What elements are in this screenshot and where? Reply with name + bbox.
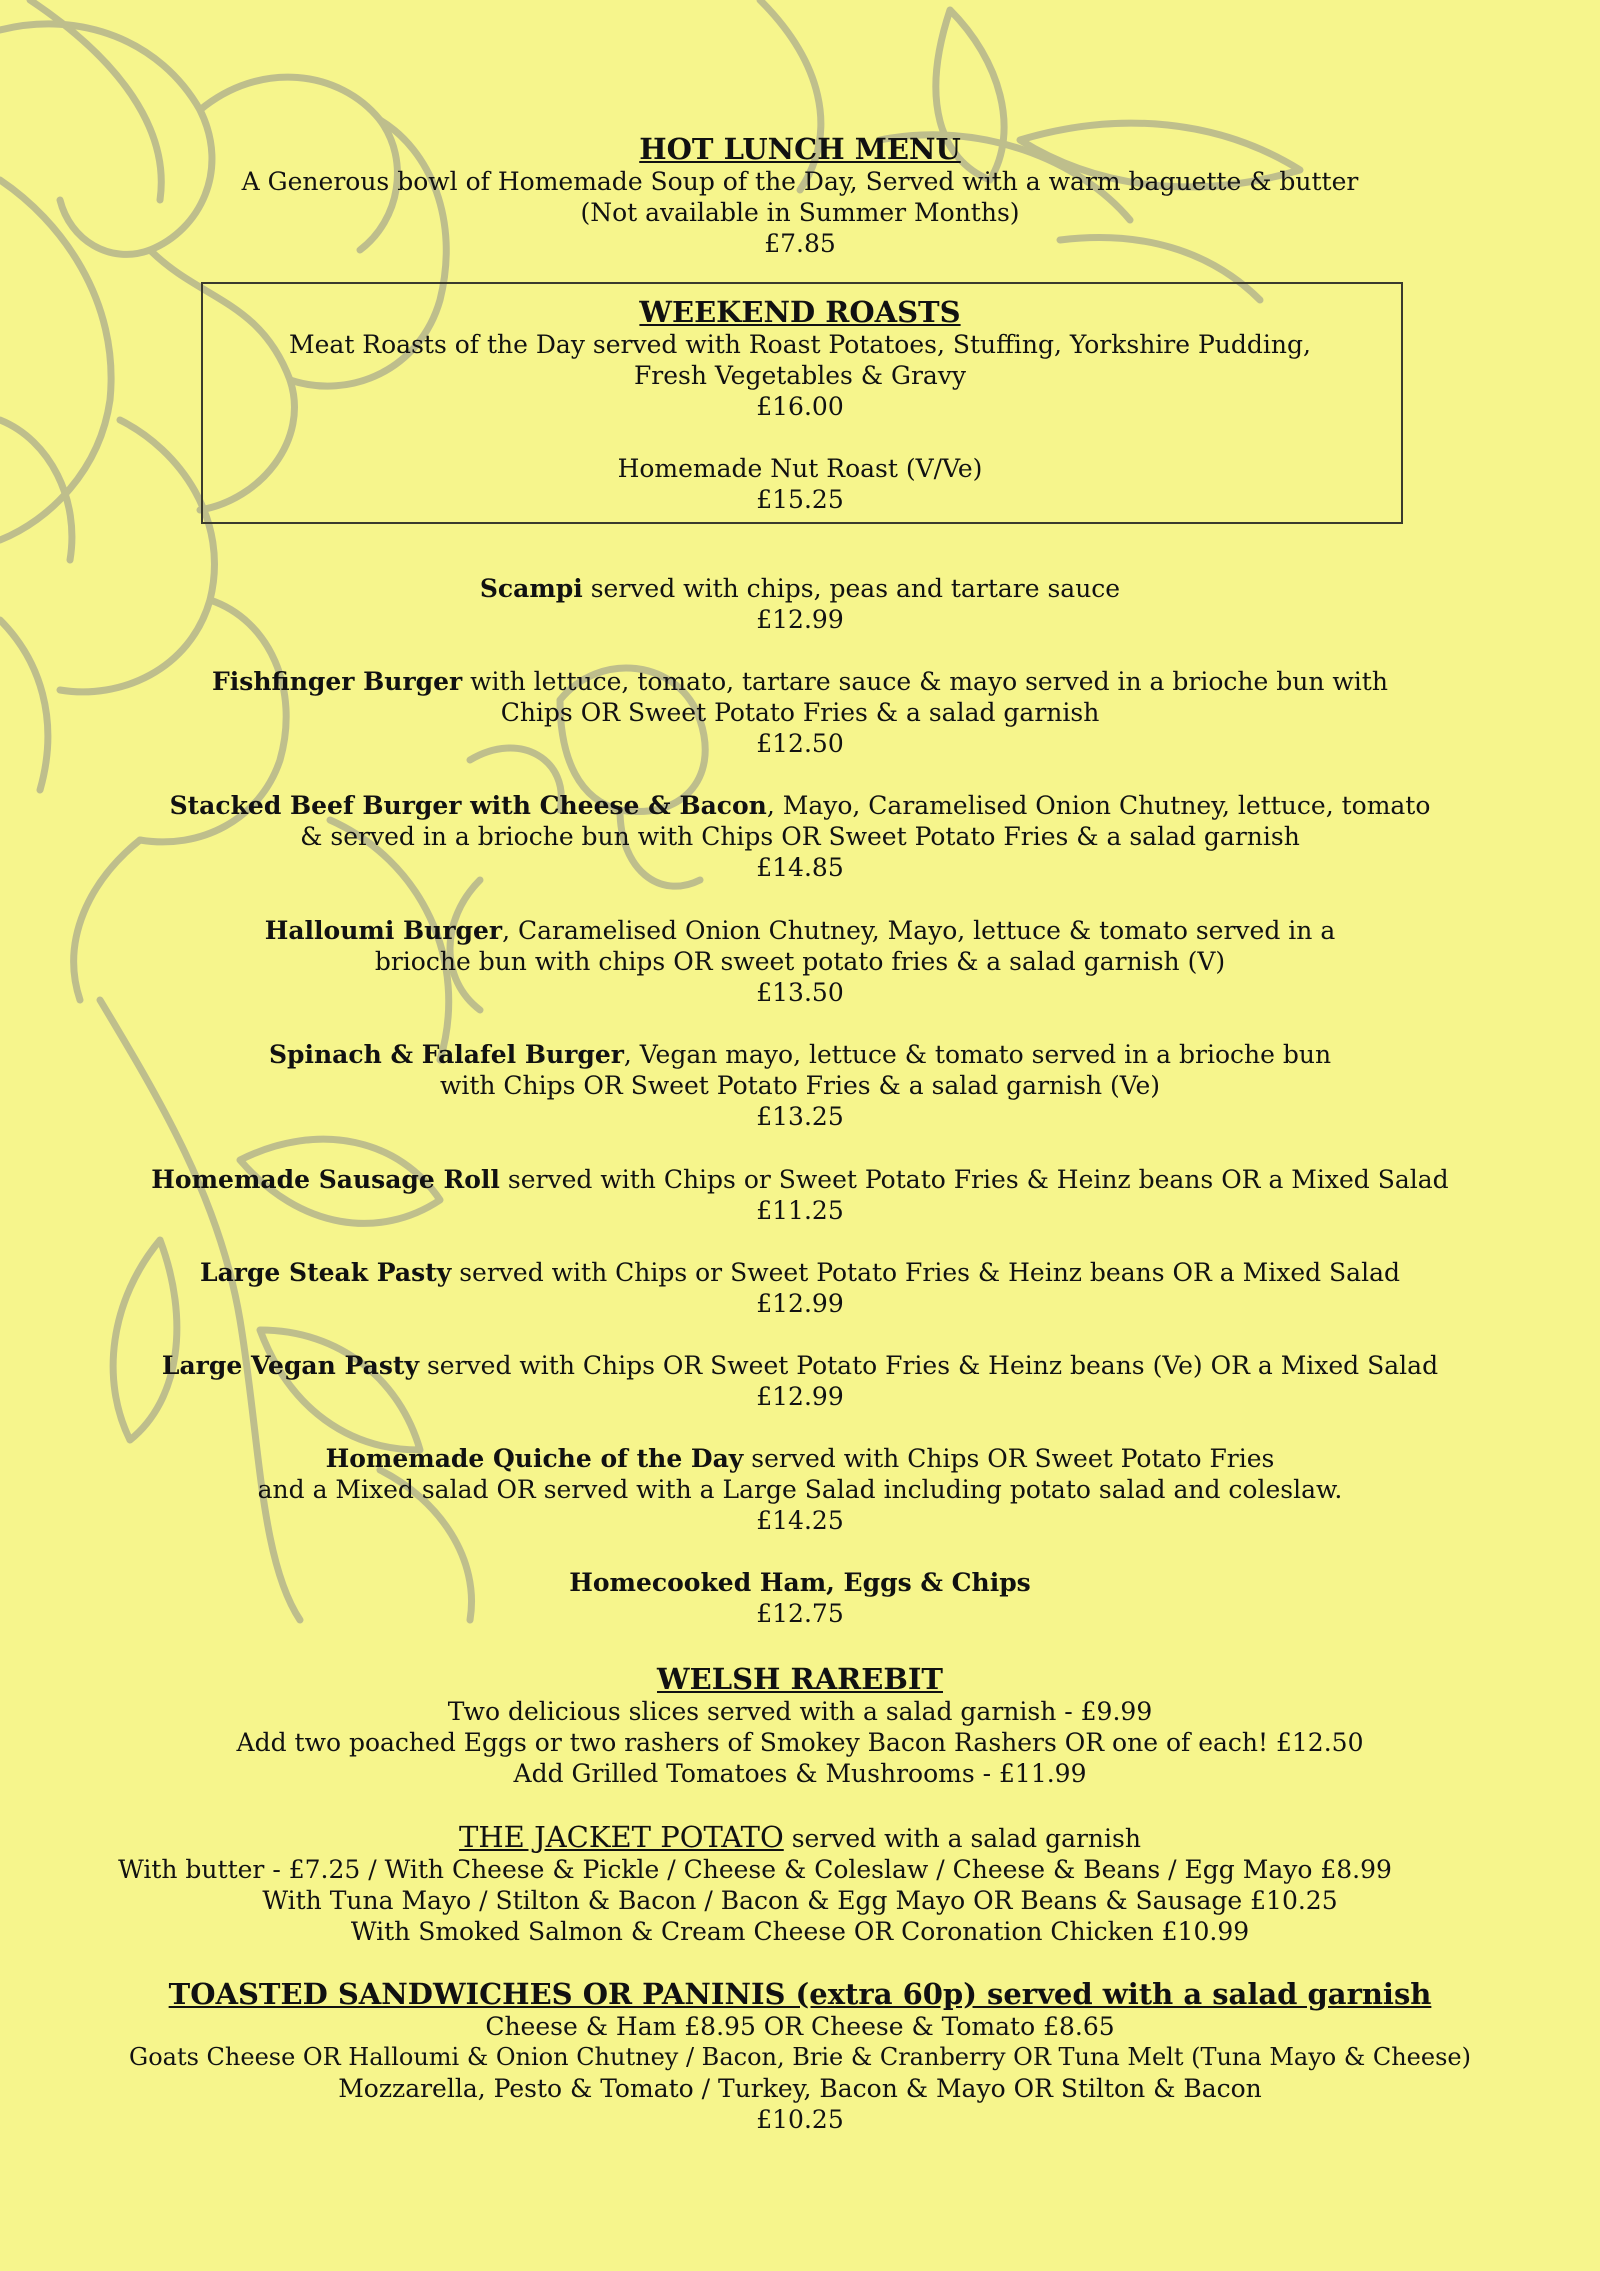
item-description-line2: Chips OR Sweet Potato Fries & a salad garnish [500,698,1100,727]
item-name: Fishfinger Burger [212,667,463,696]
item-price: £14.25 [756,1506,844,1535]
menu-item [0,1164,1600,1226]
welsh-rarebit-section [0,1663,1600,1789]
jacket-potato-section [0,1822,1600,1947]
item-name: Spinach & Falafel Burger [268,1040,624,1069]
item-description: , Vegan mayo, lettuce & tomato served in a brioche bun [623,1040,1332,1069]
item-name: Large Steak Pasty [200,1258,452,1287]
soup-availability: (Not available in Summer Months) [580,198,1020,227]
soup-price: £7.85 [764,229,836,258]
toasted-line1: Cheese & Ham £8.95 OR Cheese & Tomato £8.65 [485,2012,1115,2041]
item-price: £13.25 [756,1102,844,1131]
item-description: served with Chips OR Sweet Potato Fries & Heinz beans (Ve) OR a Mixed Salad [419,1351,1439,1380]
nut-roast-name: Homemade Nut Roast (V/Ve) [617,454,983,483]
item-name: Halloumi Burger [264,916,503,945]
rarebit-line2: Add two poached Eggs or two rashers of Smokey Bacon Rashers OR one of each! £12.50 [236,1728,1364,1757]
item-description-line2: with Chips OR Sweet Potato Fries & a salad garnish (Ve) [439,1071,1161,1100]
menu-item [0,1567,1600,1629]
item-name: Scampi [479,574,583,603]
toasted-section [0,1978,1600,2135]
menu-item [0,666,1600,759]
item-description-line2: & served in a brioche bun with Chips OR Sweet Potato Fries & a salad garnish [300,822,1300,851]
soup-description: A Generous bowl of Homemade Soup of the Day, Served with a warm baguette & butter [241,167,1359,196]
roast-description-line2: Fresh Vegetables & Gravy [633,361,967,390]
toasted-line3: Mozzarella, Pesto & Tomato / Turkey, Bacon & Mayo OR Stilton & Bacon [338,2074,1262,2103]
jacket-potato-title: THE JACKET POTATO [459,1820,784,1854]
item-description: served with Chips or Sweet Potato Fries & Heinz beans OR a Mixed Salad [499,1165,1449,1194]
item-name: Homemade Quiche of the Day [325,1444,744,1473]
item-description: with lettuce, tomato, tartare sauce & mayo served in a brioche bun with [462,667,1388,696]
menu-item [0,1039,1600,1132]
jacket-line1: With butter - £7.25 / With Cheese & Pickle / Cheese & Coleslaw / Cheese & Beans / Egg Mayo £8.99 [118,1855,1392,1884]
toasted-price: £10.25 [756,2105,844,2134]
menu-item [0,790,1600,883]
item-description: served with Chips or Sweet Potato Fries & Heinz beans OR a Mixed Salad [451,1258,1400,1287]
jacket-line3: With Smoked Salmon & Cream Cheese OR Coronation Chicken £10.99 [350,1917,1250,1946]
item-description: , Mayo, Caramelised Onion Chutney, lettuce, tomato [766,791,1431,820]
rarebit-line3: Add Grilled Tomatoes & Mushrooms - £11.99 [513,1759,1087,1788]
toasted-line2: Goats Cheese OR Halloumi & Onion Chutney / Bacon, Brie & Cranberry OR Tuna Melt (Tuna Mayo & Cheese) [129,2043,1471,2071]
welsh-rarebit-title: WELSH RAREBIT [657,1662,943,1696]
item-description-line2: and a Mixed salad OR served with a Large Salad including potato salad and coleslaw. [257,1475,1343,1504]
menu-item [0,573,1600,635]
roast-price: £16.00 [756,392,844,421]
weekend-roasts-section [0,296,1600,515]
jacket-potato-subtitle: served with a salad garnish [783,1824,1141,1853]
hot-lunch-section [0,133,1600,259]
item-description: served with chips, peas and tartare sauce [582,574,1121,603]
item-description-line2: brioche bun with chips OR sweet potato fries & a salad garnish (V) [374,947,1226,976]
item-price: £12.99 [756,1289,844,1318]
menu-item [0,1443,1600,1536]
item-price: £12.99 [756,605,844,634]
rarebit-line1: Two delicious slices served with a salad garnish - £9.99 [447,1697,1153,1726]
toasted-title: TOASTED SANDWICHES OR PANINIS (extra 60p) served with a salad garnish [168,1977,1432,2011]
item-description: , Caramelised Onion Chutney, Mayo, lettuce & tomato served in a [502,916,1336,945]
item-name: Stacked Beef Burger with Cheese & Bacon [169,791,767,820]
weekend-roasts-title: WEEKEND ROASTS [639,295,961,329]
hot-lunch-title: HOT LUNCH MENU [639,132,961,166]
menu-item [0,1350,1600,1412]
jacket-line2: With Tuna Mayo / Stilton & Bacon / Bacon & Egg Mayo OR Beans & Sausage £10.25 [262,1886,1338,1915]
item-price: £12.50 [756,729,844,758]
item-name: Homemade Sausage Roll [151,1165,500,1194]
menu-item [0,915,1600,1008]
item-price: £14.85 [756,853,844,882]
item-price: £12.99 [756,1382,844,1411]
menu-item [0,1257,1600,1319]
item-name: Homecooked Ham, Eggs & Chips [569,1568,1031,1597]
item-name: Large Vegan Pasty [161,1351,419,1380]
nut-roast-price: £15.25 [756,485,844,514]
item-description: served with Chips OR Sweet Potato Fries [743,1444,1275,1473]
item-price: £13.50 [756,978,844,1007]
item-price: £11.25 [756,1196,844,1225]
item-price: £12.75 [756,1599,844,1628]
roast-description-line1: Meat Roasts of the Day served with Roast Potatoes, Stuffing, Yorkshire Pudding, [289,330,1311,359]
